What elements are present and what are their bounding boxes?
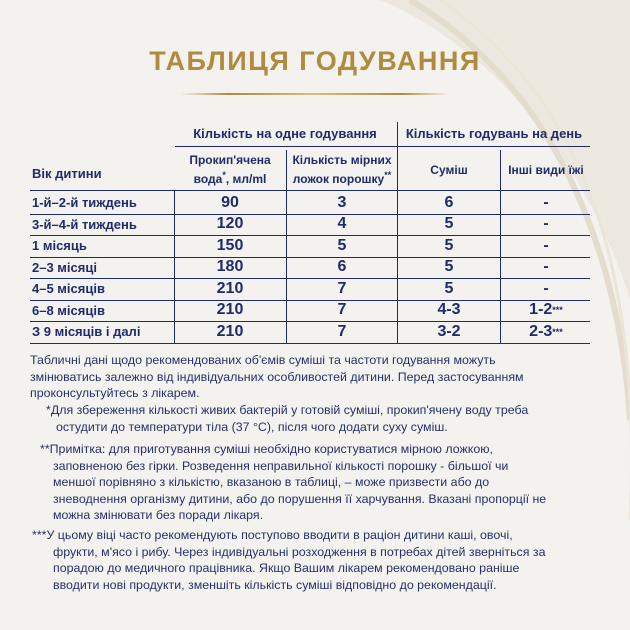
table-body-divider — [174, 190, 175, 343]
table-cell-water: 90 — [221, 193, 239, 211]
main-note-line: проконсультуйтесь з лікарем. — [30, 386, 200, 401]
table-cell-age: 3-й–4-й тиждень — [32, 216, 137, 232]
table-cell-scoops: 3 — [337, 193, 347, 211]
main-note — [30, 352, 605, 402]
table-body-divider — [397, 190, 398, 343]
table-cell-scoops: 4 — [337, 215, 347, 233]
formula-header: Суміш — [430, 162, 468, 177]
footnote-2-line: меншої порівняно з кількістю, вказаною в таблиці, – може призвести або до — [53, 475, 490, 490]
table-cell-other: - — [543, 215, 549, 233]
table-cell-formula: 3-2 — [437, 322, 461, 340]
footnote-3 — [32, 527, 607, 593]
table-cell-water: 180 — [216, 258, 244, 276]
table-divider-formula — [500, 150, 501, 190]
table-body-divider — [286, 190, 287, 343]
table-cell-scoops: 7 — [337, 322, 347, 340]
table-cell-scoops: 7 — [337, 279, 347, 297]
footnote-3-line: порадою до медичного працівника. Якщо Вашим лікарем рекомендовано раніше — [53, 561, 520, 576]
footnote-3-mark: *** — [32, 528, 47, 542]
table-cell-water: 120 — [216, 215, 244, 233]
title-underline — [180, 93, 450, 95]
table-cell-age: 4–5 місяців — [32, 281, 105, 297]
table-cell-other: - — [543, 236, 549, 254]
table-cell-formula: 5 — [444, 236, 454, 254]
footnote-2-line: можна змінювати без поради лікаря. — [53, 508, 264, 523]
scoops-header — [287, 152, 397, 188]
table-cell-other: - — [543, 258, 549, 276]
footnote-2-line: **Примітка: для приготування суміші необхідно користуватися мірною ложкою, — [40, 442, 493, 456]
table-cell-formula: 4-3 — [437, 301, 461, 319]
table-cell-age: 6–8 місяців — [32, 302, 105, 318]
table-cell-formula: 5 — [444, 215, 454, 233]
scoops-header-line1: Кількість мірних — [292, 153, 392, 167]
footnote-1 — [46, 402, 606, 435]
water-header-line2: вода*, мл/ml — [193, 170, 267, 186]
table-cell-scoops: 7 — [337, 301, 347, 319]
water-header-line1: Прокип'ячена — [189, 153, 271, 167]
table-cell-water: 210 — [216, 301, 244, 319]
table-cell-water: 210 — [216, 279, 244, 297]
table-cell-formula: 6 — [444, 193, 454, 211]
table-divider-groups — [397, 122, 398, 190]
page-title: ТАБЛИЦЯ ГОДУВАННЯ — [149, 46, 481, 76]
table-cell-age: 1-й–2-й тиждень — [32, 195, 137, 211]
footnote-3-line: ***У цьому віці часто рекомендують поступово вводити в раціон дитини каші, овочі, — [32, 528, 513, 542]
footnote-1-line: остудити до температури тіла (37 °С), після чого додати суху суміш. — [56, 419, 448, 434]
table-cell-age: З 9 місяців і далі — [32, 324, 141, 340]
table-cell-other: - — [543, 279, 549, 297]
footnote-2-mark: ** — [40, 442, 50, 456]
table-divider-water — [286, 150, 287, 190]
table-cell-formula: 5 — [444, 279, 454, 297]
footnote-3-line: фрукти, м'ясо і рибу. Через індивідуальні розходження в потребах дітей зверніться за — [53, 544, 546, 559]
table-cell-age: 1 місяць — [32, 238, 87, 254]
footnote-2-line: заповненою без гірки. Розведення неправильної кількості порошку - більшої чи — [53, 458, 509, 473]
table-line-header — [30, 190, 590, 191]
table-cell-formula: 5 — [444, 258, 454, 276]
table-row-line — [30, 343, 590, 344]
footnote-3-line: вводити нові продукти, зменшіть кількість суміші відповідно до рекомендації. — [53, 577, 497, 592]
footnote-1-line: *Для збереження кількості живих бактерій у готовій суміші, прокип'ячену воду треба — [46, 403, 529, 417]
table-cell-water: 150 — [216, 236, 244, 254]
table-cell-age: 2–3 місяці — [32, 259, 97, 275]
footnote-2-line: зневоднення організму дитини, або до порушення її харчування. Вказані пропорції не — [53, 491, 547, 506]
other-food-header: Інші види їжі — [508, 162, 584, 177]
main-note-line: змінюватись залежно від індивідуальних особливостей дитини. Перед застосуванням — [30, 369, 524, 384]
group-header-per-day: Кількість годувань на день — [405, 125, 583, 141]
age-header: Вік дитини — [32, 165, 102, 181]
table-body-divider — [500, 190, 501, 343]
water-header — [175, 152, 285, 188]
table-cell-other: 2-3 *** — [529, 322, 563, 340]
table-cell-other: - — [543, 193, 549, 211]
table-cell-scoops: 5 — [337, 236, 347, 254]
main-note-line: Табличні дані щодо рекомендованих об'ємів суміші та частоти годування можуть — [30, 353, 496, 367]
table-line-group — [175, 146, 590, 147]
table-cell-scoops: 6 — [337, 258, 347, 276]
table-cell-other: 1-2 *** — [529, 301, 563, 319]
table-cell-water: 210 — [216, 322, 244, 340]
footnote-2 — [40, 441, 607, 524]
footnote-1-mark: * — [46, 403, 51, 417]
scoops-header-line2: ложок порошку** — [292, 170, 392, 186]
group-header-per-feeding: Кількість на одне годування — [193, 125, 377, 141]
